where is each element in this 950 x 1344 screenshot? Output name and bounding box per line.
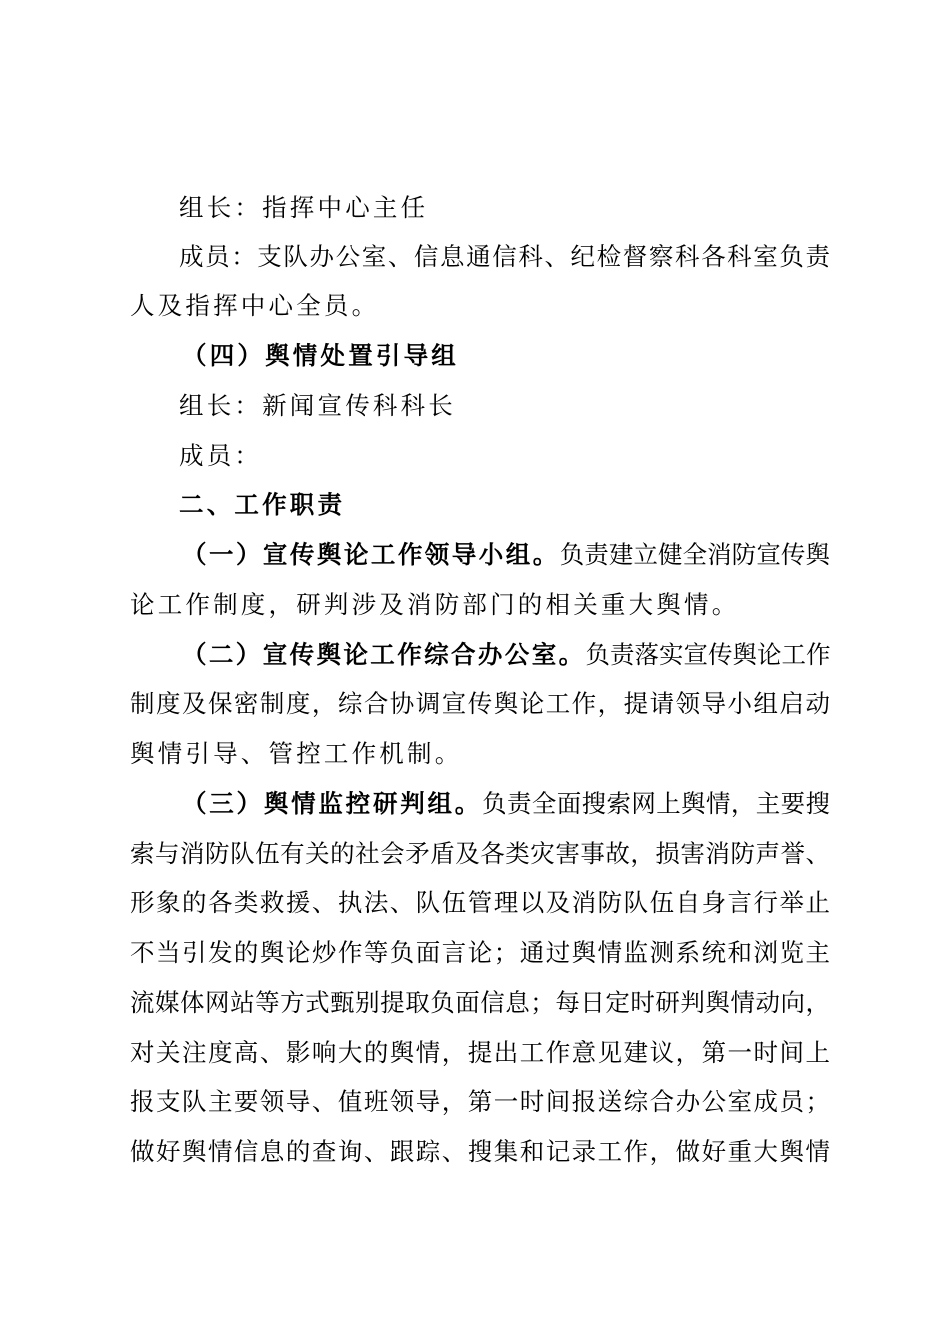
paragraph-duty-two (130, 630, 830, 680)
paragraph-text: 人及指挥中心全员。 (130, 291, 380, 320)
paragraph-text: 制度及保密制度，综合协调宣传舆论工作，提请领导小组启动 (130, 689, 830, 718)
paragraph-text: 做好舆情信息的查询、跟踪、搜集和记录工作，做好重大舆情 (130, 1137, 830, 1166)
paragraph-continuation (130, 1127, 830, 1177)
paragraph-lead-bold: （三）舆情监控研判组。 (182, 789, 483, 818)
section-heading-duties (130, 480, 899, 530)
paragraph-text: 组长：指挥中心主任 (179, 193, 429, 222)
paragraph-duty-one (130, 530, 830, 580)
paragraph-continuation (130, 281, 850, 331)
paragraph-text: 舆情引导、管控工作机制。 (130, 739, 463, 768)
paragraph-text: 成员： (179, 441, 263, 470)
paragraph-leader-command (130, 183, 899, 233)
paragraph-continuation (130, 729, 850, 779)
paragraph-continuation (130, 978, 830, 1028)
paragraph-text: 对关注度高、影响大的舆情，提出工作意见建议，第一时间上 (130, 1038, 830, 1067)
paragraph-continuation (130, 1028, 830, 1078)
paragraph-text: 负责全面搜索网上舆情，主要搜 (482, 789, 831, 818)
paragraph-text: 组长：新闻宣传科科长 (179, 391, 456, 420)
paragraph-continuation (130, 829, 830, 879)
paragraph-leader-publicity (130, 381, 899, 431)
paragraph-continuation (130, 580, 850, 630)
paragraph-lead-bold: （一）宣传舆论工作领导小组。 (182, 540, 560, 569)
paragraph-text: 报支队主要领导、值班领导，第一时间报送综合办公室成员； (130, 1087, 830, 1116)
paragraph-continuation (130, 679, 830, 729)
paragraph-members-command (130, 232, 830, 282)
paragraph-text: 形象的各类救援、执法、队伍管理以及消防队伍自身言行举止 (130, 888, 830, 917)
paragraph-continuation (130, 1077, 830, 1127)
paragraph-text: 索与消防队伍有关的社会矛盾及各类灾害事故，损害消防声誉、 (130, 839, 830, 868)
paragraph-members-publicity (130, 431, 899, 481)
paragraph-text: 负责建立健全消防宣传舆 (559, 540, 830, 569)
heading-text: （四）舆情处置引导组 (182, 341, 459, 370)
paragraph-text: 流媒体网站等方式甄别提取负面信息；每日定时研判舆情动向， (130, 988, 830, 1017)
paragraph-text: 成员：支队办公室、信息通信科、纪检督察科各科室负责 (179, 242, 830, 271)
paragraph-text: 负责落实宣传舆论工作 (585, 640, 831, 669)
paragraph-text: 论工作制度，研判涉及消防部门的相关重大舆情。 (130, 590, 740, 619)
paragraph-text: 不当引发的舆论炒作等负面言论；通过舆情监测系统和浏览主 (130, 938, 830, 967)
paragraph-continuation (130, 928, 830, 978)
paragraph-duty-three (130, 779, 830, 829)
paragraph-lead-bold: （二）宣传舆论工作综合办公室。 (182, 640, 586, 669)
section-heading-four (130, 331, 902, 381)
paragraph-continuation (130, 878, 830, 928)
heading-text: 二、工作职责 (179, 490, 346, 519)
